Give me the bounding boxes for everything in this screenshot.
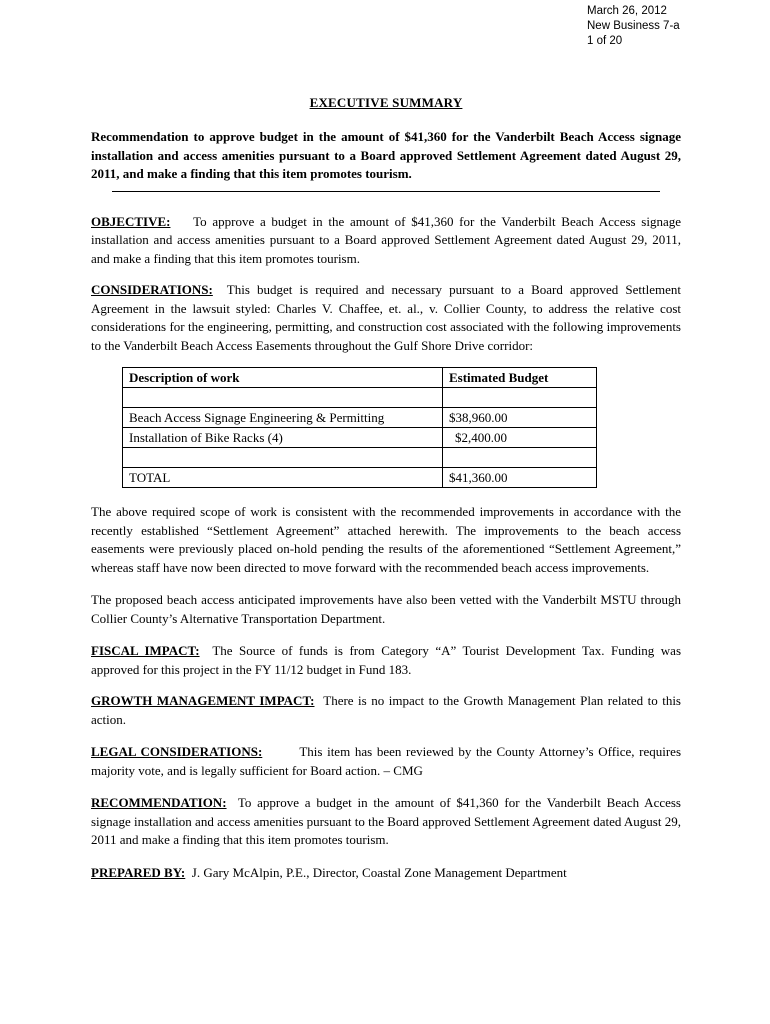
growth-management-section [91,692,681,729]
table-header-budget: Estimated Budget [443,368,597,388]
table-row-empty [123,388,597,408]
table-header-row [123,368,597,388]
prepared-by-text: J. Gary McAlpin, P.E., Director, Coastal Zone Management Department [191,864,567,880]
fiscal-impact-section [91,642,681,679]
document-header [587,4,680,49]
divider-rule [112,191,660,192]
objective-text: To approve a budget in the amount of $41,360 for the Vanderbilt Beach Access signage installation and access amenities pursuant to a Board approved Settlement Agreement dated August 29, 2011, and make a finding that this item promotes tourism. [91,213,682,266]
growth-management-label: GROWTH MANAGEMENT IMPACT: [91,693,315,708]
scope-paragraph: The above required scope of work is consistent with the recommended improvements in accordance with the recently established “Settlement Agreement” attached herewith. The improvements to the beach access easements were previously placed on-hold pending the results of the aforementioned “Settlement Agreement,” whereas staff have now been directed to move forward with the recommended beach access improvements. [91,504,681,575]
fiscal-impact-label: FISCAL IMPACT: [91,643,200,658]
table-total-label: TOTAL [123,468,443,488]
objective-label: OBJECTIVE: [91,213,171,229]
objective-section [91,213,681,269]
vetted-paragraph: The proposed beach access anticipated improvements have also been vetted with the Vanderbilt MSTU through Collier County’s Alternative Transportation Department. [91,592,681,626]
table-total-row [123,468,597,488]
table-header-description: Description of work [123,368,443,388]
budget-table [122,367,597,488]
table-cell-budget: $2,400.00 [443,428,597,448]
table-row [123,408,597,428]
header-agenda-item: New Business 7-a [587,20,680,32]
recommendation-text: To approve a budget in the amount of $41,360 for the Vanderbilt Beach Access signage installation and access amenities pursuant to the Board approved Settlement Agreement dated August 29, 2011 and make a finding that this item promotes tourism. [91,795,681,847]
fiscal-impact-text: The Source of funds is from Category “A” Tourist Development Tax. Funding was approved for this project in the FY 11/12 budget in Fund 183. [91,643,682,677]
legal-considerations-label: LEGAL CONSIDERATIONS: [91,744,263,759]
page-title: EXECUTIVE SUMMARY [309,95,463,110]
header-date: March 26, 2012 [587,5,667,17]
growth-management-text: There is no impact to the Growth Management Plan related to this action. [91,693,681,727]
table-cell-budget: $38,960.00 [443,408,597,428]
table-total-value: $41,360.00 [443,468,597,488]
recommendation-label: RECOMMENDATION: [91,795,227,810]
legal-considerations-text: This item has been reviewed by the County Attorney’s Office, requires majority vote, and is legally sufficient for Board action. – CMG [91,744,682,778]
prepared-by-label: PREPARED BY: [91,864,186,880]
table-cell-description: Installation of Bike Racks (4) [123,428,443,448]
considerations-label: CONSIDERATIONS: [91,282,213,297]
recommendation-section [91,794,681,850]
legal-considerations-section [91,743,681,780]
header-page-number: 1 of 20 [587,35,623,47]
considerations-section [91,281,681,355]
table-cell-description: Beach Access Signage Engineering & Permitting [123,408,443,428]
considerations-text: This budget is required and necessary pursuant to a Board approved Settlement Agreement in the lawsuit styled: Charles V. Chaffee, et. al., v. Collier County, to address the relative cost considerations for the engineering, permitting, and construction cost associated with the following improvements to the Vanderbilt Beach Access Easements throughout the Gulf Shore Drive corridor: [91,282,681,353]
recommendation-heading: Recommendation to approve budget in the amount of $41,360 for the Vanderbilt Beach Access signage installation and access amenities pursuant to a Board approved Settlement Agreement dated August 29, 2011, and make a finding that this item promotes tourism. [91,129,681,181]
table-row-empty [123,448,597,468]
document-body [91,95,681,882]
prepared-by-section [91,864,681,883]
table-row [123,428,597,448]
